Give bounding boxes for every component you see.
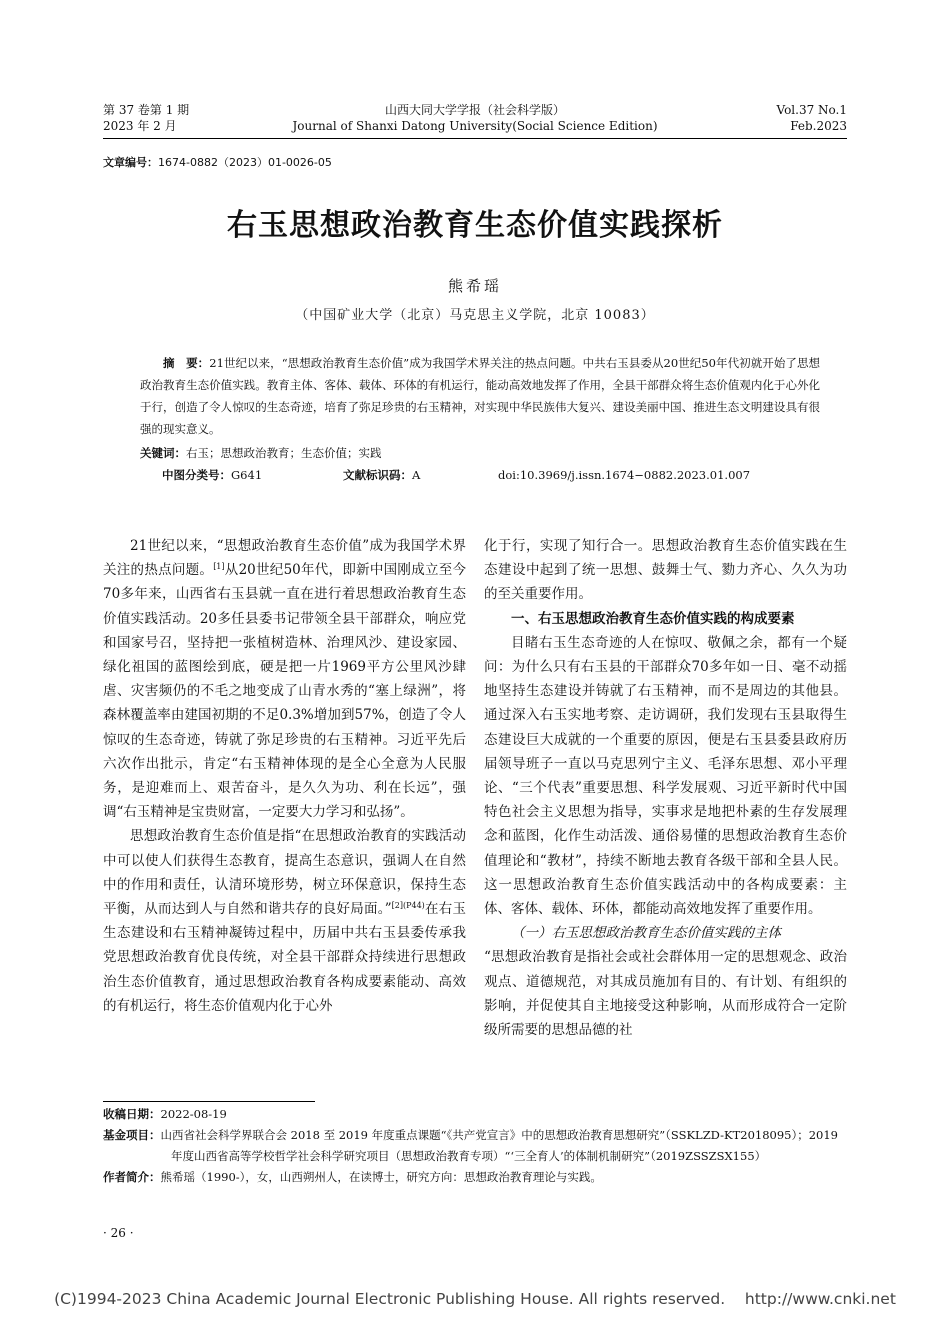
paragraph-text: 从20世纪50年代，即新中国刚成立至今70多年来，山西省右玉县就一直在进行着思想政治教育生态价值实践活动。20多任县委书记带领全县干部群众，响应党和国家号召，坚持把一张植树造林、治理风沙、建设家园、绿化祖国的蓝图绘到底，硬是把一片1969平方公里风沙肆虐、灾害频仍的不毛之地变成了山青水秀的“塞上绿洲”，将森林覆盖率由建国初期的不足0.3%增加到57%，创造了令人惊叹的生态奇迹，铸就了弥足珍贵的右玉精神。习近平先后六次作出批示，肯定“右玉精神体现的是全心全意为人民服务，是迎难而上、艰苦奋斗，是久久为功、利在长远”，强调“右玉精神是宝贵财富，一定要大力学习和弘扬”。 xyxy=(103,562,467,821)
date-en: Feb.2023 xyxy=(790,119,847,133)
page-number: · 26 · xyxy=(103,1226,134,1240)
article-number-label: 文章编号： xyxy=(103,156,158,169)
subsection-heading: （一）右玉思想政治教育生态价值实践的主体 xyxy=(511,925,781,942)
abstract xyxy=(140,352,820,440)
paragraph xyxy=(103,824,466,1018)
copyright-notice: (C)1994-2023 China Academic Journal Electronic Publishing House. All rights reserved. http://www.cnki.net xyxy=(54,1290,896,1308)
article-number xyxy=(103,154,332,170)
fund-value: 山西省社会科学界联合会 2018 至 2019 年度重点课题“《共产党宣言》中的思想政治教育思想研究”（SSKLZD-KT2018095）；2019 年度山西省高等学校哲学社会科学研究项目（思想政治教育专项）“‘三全育人’的体制机制研究”（2019ZSSZSX155） xyxy=(160,1128,838,1163)
received-value: 2022-08-19 xyxy=(160,1107,227,1121)
abstract-text: 21世纪以来，“思想政治教育生态价值”成为我国学术界关注的热点问题。中共右玉县委从20世纪50年代初就开始了思想政治教育生态价值实践。教育主体、客体、载体、环体的有机运行，能动高效地发挥了作用，全县干部群众将生态价值观内化于心外化于行，创造了令人惊叹的生态奇迹，培育了弥足珍贵的右玉精神，对实现中华民族伟大复兴、建设美丽中国、推进生态文明建设具有很强的现实意义。 xyxy=(140,356,821,436)
paragraph xyxy=(103,534,466,824)
header-center xyxy=(250,102,700,134)
abstract-label: 摘 要： xyxy=(163,356,210,370)
journal-name-en: Journal of Shanxi Datong University(Social Science Edition) xyxy=(292,119,658,133)
header-rule xyxy=(103,138,847,139)
journal-name-cn: 山西大同大学学报（社会科学版） xyxy=(384,103,565,117)
document-code-label: 文献标识码： xyxy=(343,468,412,482)
author-name: 熊希瑶 xyxy=(447,277,502,295)
doi: doi:10.3969/j.issn.1674−0882.2023.01.007 xyxy=(498,468,751,482)
keywords-value: 右玉；思想政治教育；生态价值；实践 xyxy=(186,446,382,460)
clc-code xyxy=(162,464,262,486)
clc-value: G641 xyxy=(231,468,263,482)
header-right xyxy=(700,102,847,134)
clc-label: 中图分类号： xyxy=(162,468,231,482)
keywords-label: 关键词： xyxy=(140,446,186,460)
paragraph-text: 21世纪以来，“思想政治教育生态价值”成为我国学术界关注的热点问题。 xyxy=(103,538,466,579)
volume-cn: 第 37 卷第 1 期 xyxy=(103,103,190,117)
body-right-column xyxy=(484,534,847,1042)
classification-line xyxy=(140,464,820,486)
article-number-value: 1674-0882（2023）01-0026-05 xyxy=(158,156,332,169)
received-date xyxy=(103,1104,849,1125)
fund-label: 基金项目： xyxy=(103,1128,161,1142)
paragraph: “思想政治教育是指社会或社会群体用一定的思想观念、政治观点、道德规范，对其成员施加有目的、有计划、有组织的影响，并促使其自主地接受这种影响，从而形成符合一定阶级所需要的思想品德的社 xyxy=(484,949,847,1039)
document-code xyxy=(343,464,420,486)
received-label: 收稿日期： xyxy=(103,1107,161,1121)
date-cn: 2023 年 2 月 xyxy=(103,119,177,133)
article-title: 右玉思想政治教育生态价值实践探析 xyxy=(227,208,723,243)
author-bio-label: 作者简介： xyxy=(103,1170,161,1184)
document-code-value: A xyxy=(412,468,421,482)
citation-ref: [2](P44) xyxy=(391,901,425,911)
volume-en: Vol.37 No.1 xyxy=(776,103,847,117)
keywords xyxy=(140,442,820,464)
citation-ref: [1] xyxy=(213,562,225,572)
paragraph: 目睹右玉生态奇迹的人在惊叹、敬佩之余，都有一个疑问：为什么只有右玉县的干部群众70多年如一日、毫不动摇地坚持生态建设并铸就了右玉精神，而不是周边的其他县。通过深入右玉实地考察、走访调研，我们发现右玉县取得生态建设巨大成就的一个重要的原因，便是右玉县委县政府历届领导班子一直以马克思列宁主义、毛泽东思想、邓小平理论、“三个代表”重要思想、科学发展观、习近平新时代中国特色社会主义思想为指导，实事求是地把朴素的生存发展理念和蓝图，化作生动活泼、通俗易懂的思想政治教育生态价值理论和“教材”，持续不断地去教育各级干部和全县人民。这一思想政治教育生态价值实践活动中的各构成要素：主体、客体、载体、环体，都能动高效地发挥了重要作用。 xyxy=(484,634,847,918)
author-affiliation: （中国矿业大学（北京）马克思主义学院，北京 10083） xyxy=(295,308,655,323)
paragraph: 化于行，实现了知行合一。思想政治教育生态价值实践在生态建设中起到了统一思想、鼓舞士气、勠力齐心、久久为功的至关重要作用。 xyxy=(484,538,847,603)
author-bio-value: 熊希瑶（1990-），女，山西朔州人，在读博士，研究方向：思想政治教育理论与实践。 xyxy=(160,1170,602,1184)
fund-project xyxy=(103,1125,849,1167)
body-left-column xyxy=(103,534,466,1018)
header-left xyxy=(103,102,189,134)
footnotes xyxy=(103,1104,849,1188)
abstract-block xyxy=(140,352,820,486)
section-heading: 一、右玉思想政治教育生态价值实践的构成要素 xyxy=(511,610,795,627)
footnote-rule xyxy=(103,1101,315,1102)
paragraph-text: 在右玉生态建设和右玉精神凝铸过程中，历届中共右玉县委传承我党思想政治教育优良传统，对全县干部群众持续进行思想政治生态价值教育，通过思想政治教育各构成要素能动、高效的有机运行，将生态价值观内化于心外 xyxy=(103,901,467,1014)
author-bio xyxy=(103,1167,849,1188)
paragraph-text: 思想政治教育生态价值是指“在思想政治教育的实践活动中可以使人们获得生态教育，提高生态意识，强调人在自然中的作用和责任，认清环境形势，树立环保意识，保持生态平衡，从而达到人与自然和谐共存的良好局面。” xyxy=(103,828,466,918)
